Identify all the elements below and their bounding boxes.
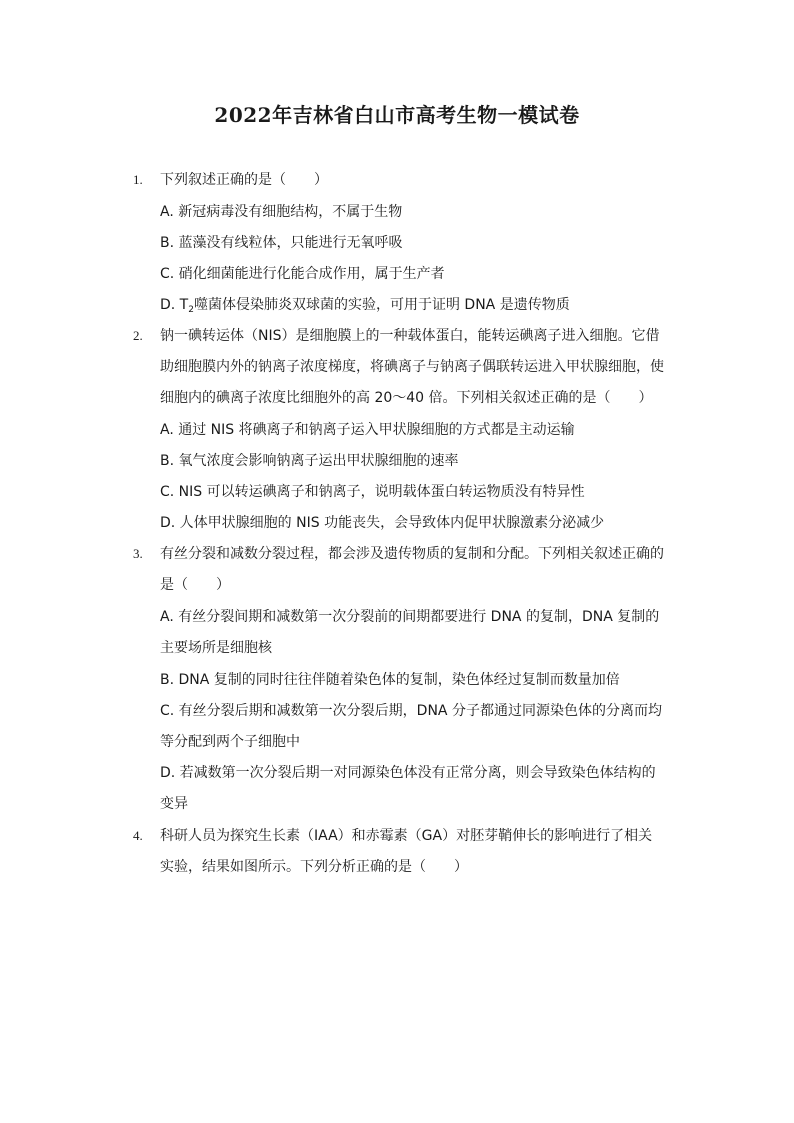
question-stem-line: 是（ ） <box>160 577 230 593</box>
question-number: 2. <box>133 328 143 343</box>
answer-option: B. 氧气浓度会影响钠离子运出甲状腺细胞的速率 <box>160 453 459 469</box>
answer-option: C. NIS 可以转运碘离子和钠离子，说明载体蛋白转运物质没有特异性 <box>160 484 585 500</box>
exam-title: 2022年吉林省白山市高考生物一模试卷 <box>214 103 580 127</box>
answer-option-continuation: 变异 <box>160 796 188 812</box>
answer-option: A. 通过 NIS 将碘离子和钠离子运入甲状腺细胞的方式都是主动运输 <box>160 422 575 438</box>
question-stem-line: 科研人员为探究生长素（IAA）和赤霉素（GA）对胚芽鞘伸长的影响进行了相关 <box>160 828 653 844</box>
question-stem-line: 细胞内的碘离子浓度比细胞外的高 20～40 倍。下列相关叙述正确的是（ ） <box>160 390 653 406</box>
question-stem-line: 下列叙述正确的是（ ） <box>160 172 328 188</box>
answer-option: D. 人体甲状腺细胞的 NIS 功能丧失，会导致体内促甲状腺激素分泌减少 <box>160 515 605 531</box>
answer-option: A. 新冠病毒没有细胞结构，不属于生物 <box>160 204 403 220</box>
answer-option: D. 若减数第一次分裂后期一对同源染色体没有正常分离，则会导致染色体结构的 <box>160 765 656 781</box>
question-stem-line: 助细胞膜内外的钠离子浓度梯度，将碘离子与钠离子偶联转运进入甲状腺细胞，使 <box>160 359 664 375</box>
question-stem-line: 钠一碘转运体（NIS）是细胞膜上的一种载体蛋白，能转运碘离子进入细胞。它借 <box>160 328 660 344</box>
subscript: 2 <box>188 305 194 315</box>
answer-option: C. 有丝分裂后期和减数第一次分裂后期，DNA 分子都通过同源染色体的分离而均 <box>160 703 662 719</box>
answer-option: C. 硝化细菌能进行化能合成作用，属于生产者 <box>160 266 445 282</box>
question-number: 1. <box>133 172 143 187</box>
question-number: 4. <box>133 828 143 843</box>
question-number: 3. <box>133 546 143 561</box>
question-stem-line: 实验，结果如图所示。下列分析正确的是（ ） <box>160 859 468 875</box>
answer-option-continuation: 主要场所是细胞核 <box>160 640 272 656</box>
answer-option: B. DNA 复制的同时往往伴随着染色体的复制，染色体经过复制而数量加倍 <box>160 672 620 688</box>
answer-option: A. 有丝分裂间期和减数第一次分裂前的间期都要进行 DNA 的复制，DNA 复制的 <box>160 609 660 625</box>
question-stem-line: 有丝分裂和减数分裂过程，都会涉及遗传物质的复制和分配。下列相关叙述正确的 <box>160 546 664 562</box>
answer-option: B. 蓝藻没有线粒体，只能进行无氧呼吸 <box>160 235 403 251</box>
answer-option: D. $T_2$噬菌体侵染肺炎双球菌的实验，可用于证明 DNA 是遗传物质 <box>160 297 570 315</box>
answer-option-continuation: 等分配到两个子细胞中 <box>160 734 300 750</box>
